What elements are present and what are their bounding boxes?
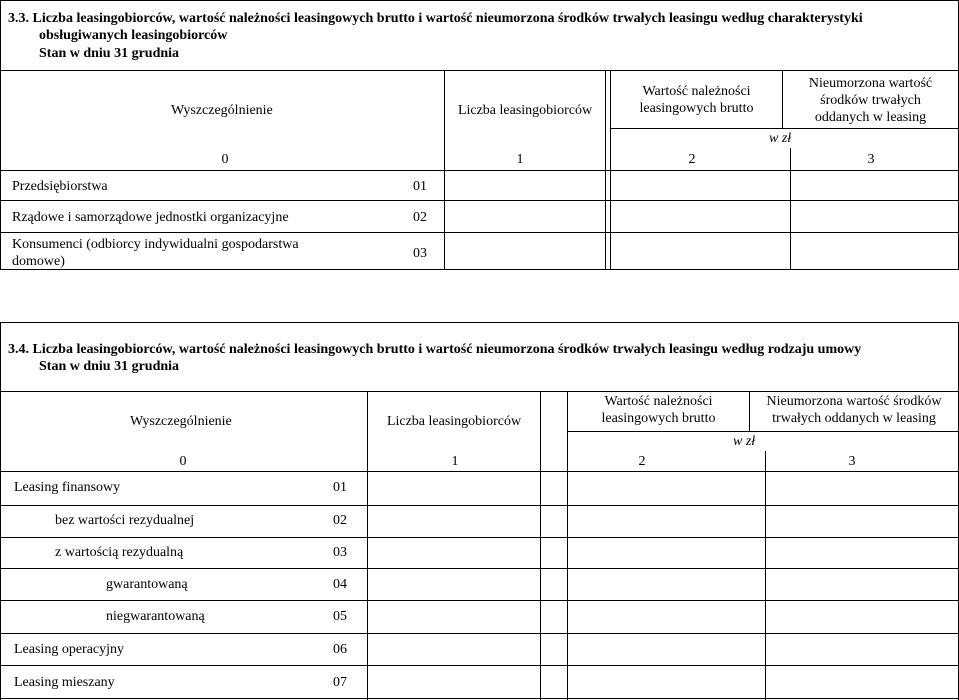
header-col3-line2: środków trwałych [820,93,921,108]
table-border [367,391,368,700]
header-col3 [783,75,958,126]
header-col3-line1: Nieumorzona wartość środków [766,394,942,409]
table-border [0,698,959,699]
table-border [0,537,959,538]
header-col2-line1: Wartość należności [604,394,713,409]
table-border [0,0,959,1]
column-number: 1 [451,454,459,469]
column-number: 3 [867,152,875,167]
table-border [0,0,1,270]
row-label: Rządowe i samorządowe jednostki organizacyjne [12,210,289,225]
header-specification: Wyszczególnienie [130,414,232,429]
row-label: Leasing mieszany [14,675,115,690]
table-border [0,600,959,601]
row-label: Przedsiębiorstwa [12,179,108,194]
column-number: 2 [688,152,696,167]
row-label: niegwarantowaną [106,609,205,624]
row-code: 02 [333,513,347,528]
row-label-cont: domowe) [12,254,65,269]
table-border [0,70,959,71]
row-label: gwarantowaną [106,577,188,592]
table-border [444,70,445,270]
column-number: 0 [179,454,187,469]
table-border [610,128,959,129]
header-col2-line1: Wartość należności [642,84,751,99]
row-code: 01 [413,179,427,194]
header-col1: Liczba leasingobiorców [386,414,522,429]
section-title-cont: obsługiwanych leasingobiorców [39,28,228,43]
column-number: 1 [516,152,524,167]
header-col3-line3: oddanych w leasing [814,110,927,125]
section-date: Stan w dniu 31 grudnia [39,46,180,61]
row-label: Leasing finansowy [14,480,121,495]
header-col2 [568,393,749,427]
row-code: 04 [333,577,347,592]
table-border [0,200,959,201]
header-col3-line2: trwałych oddanych w leasing [772,411,936,426]
column-number: 2 [638,454,646,469]
table-border [0,568,959,569]
table-border [0,322,959,323]
header-col1: Liczba leasingobiorców [457,103,593,118]
table-border [0,665,959,666]
table-border [0,322,1,700]
row-code: 02 [413,210,427,225]
header-col2-line2: leasingowych brutto [601,411,716,426]
table-border [567,431,959,432]
section-title: 3.4. Liczba leasingobiorców, wartość należności leasingowych brutto i wartość nieumorzona środków trwałych leasingu według rodzaju umowy [8,342,862,357]
table-border [540,391,541,700]
table-border [605,70,606,270]
section-title: 3.3. Liczba leasingobiorców, wartość należności leasingowych brutto i wartość nieumorzona środków trwałych leasingu według charakterystyki [8,11,863,26]
table-border [567,391,568,700]
header-specification: Wyszczególnienie [171,103,273,118]
row-code: 07 [333,675,347,690]
table-border [765,451,766,700]
column-number: 0 [221,152,229,167]
header-col3 [750,393,958,427]
table-border [0,391,959,392]
row-code: 03 [333,545,347,560]
row-code: 03 [413,246,427,261]
section-date: Stan w dniu 31 grudnia [39,359,180,374]
column-number: 3 [848,454,856,469]
table-border [790,148,791,270]
header-col3-line1: Nieumorzona wartość [808,76,933,91]
table-border [0,471,959,472]
table-border [0,170,959,171]
row-label: Leasing operacyjny [14,642,125,657]
table-border [0,269,959,270]
row-code: 06 [333,642,347,657]
row-label: Konsumenci (odbiorcy indywidualni gospodarstwa [12,237,299,252]
row-code: 05 [333,609,347,624]
row-code: 01 [333,480,347,495]
header-col2 [611,83,782,117]
table-border [0,505,959,506]
row-label: z wartością rezydualną [55,545,184,560]
table-border [0,633,959,634]
row-label: bez wartości rezydualnej [55,513,195,528]
unit-label: w zł [769,131,792,146]
table-border [0,232,959,233]
header-col2-line2: leasingowych brutto [639,101,754,116]
unit-label: w zł [733,434,756,449]
